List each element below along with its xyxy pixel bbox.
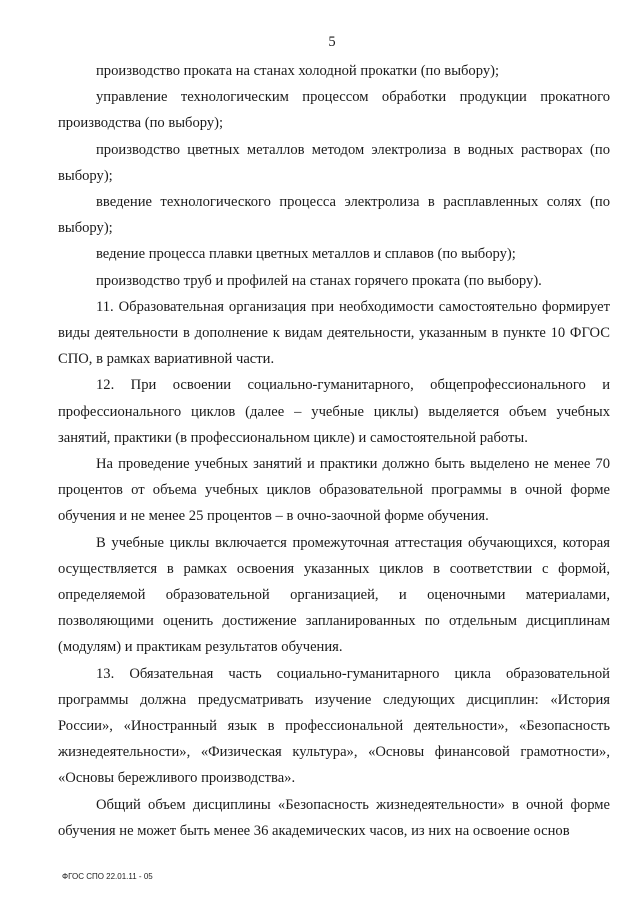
paragraph: производство проката на станах холодной прокатки (по выбору); <box>96 63 500 79</box>
paragraph: производство цветных металлов методом электролиза в водных растворах (по выбору); <box>58 141 610 184</box>
paragraph: введение технологического процесса электролиза в расплавленных солях (по выбору); <box>58 194 610 237</box>
paragraph: управление технологическим процессом обработки продукции прокатного производства (по выбору); <box>58 89 610 132</box>
page-number: 5 <box>328 34 336 50</box>
document-body <box>58 58 610 844</box>
paragraph: На проведение учебных занятий и практики должно быть выделено не менее 70 процентов от объема учебных циклов образовательной программы в очной форме обучения и не менее 25 процентов – в очно-заочной форме обучения. <box>58 456 610 525</box>
paragraph: 13. Обязательная часть социально-гуманитарного цикла образовательной программы должна предусматривать изучение следующих дисциплин: «История России», «Иностранный язык в профессиональной деятельности», «Безопасность жизнедеятельности», «Физическая культура», «Основы финансовой грамотности», «Основы бережливого производства». <box>58 665 610 787</box>
paragraph: 11. Образовательная организация при необходимости самостоятельно формирует виды деятельности в дополнение к видам деятельности, указанным в пункте 10 ФГОС СПО, в рамках вариативной части. <box>58 298 610 368</box>
document-footer-code: ФГОС СПО 22.01.11 - 05 <box>62 872 153 881</box>
paragraph: ведение процесса плавки цветных металлов и сплавов (по выбору); <box>96 246 516 263</box>
paragraph: 12. При освоении социально-гуманитарного, общепрофессионального и профессионального циклов (далее – учебные циклы) выделяется объем учебных занятий, практики (в профессиональном цикле) и самостоятельной работы. <box>58 377 610 446</box>
paragraph: производство труб и профилей на станах горячего проката (по выбору). <box>96 272 542 289</box>
paragraph: Общий объем дисциплины «Безопасность жизнедеятельности» в очной форме обучения не может быть менее 36 академических часов, из них на освоение основ <box>58 796 610 839</box>
paragraph: В учебные циклы включается промежуточная аттестация обучающихся, которая осуществляется в рамках освоения указанных циклов в соответствии с формой, определяемой образовательной организацией, и оценочными материалами, позволяющими оценить достижение запланированных по отдельным дисциплинам (модулям) и практикам результатов обучения. <box>58 534 610 656</box>
